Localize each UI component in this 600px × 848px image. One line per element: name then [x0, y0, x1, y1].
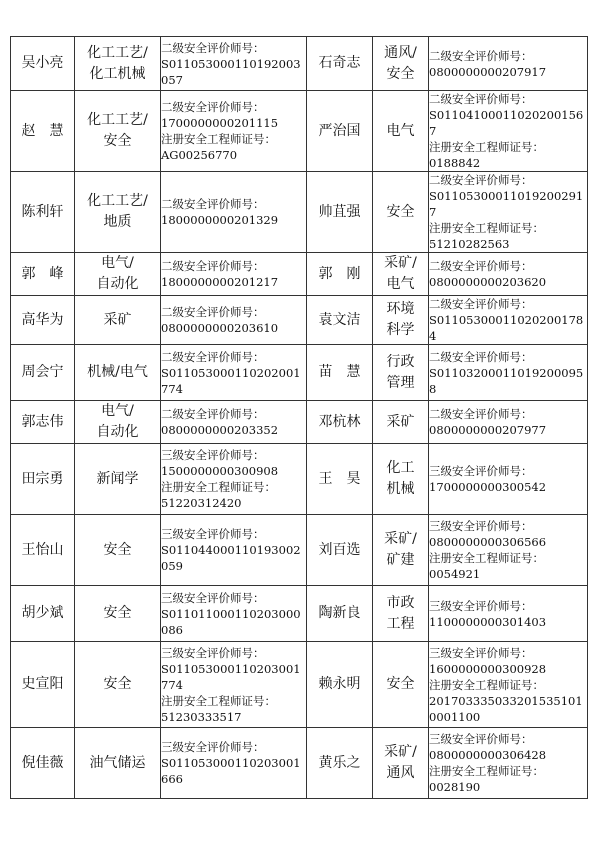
major-text: 通风 — [386, 765, 415, 781]
person-name: 周会宁 — [11, 345, 75, 401]
major-text: 通风/ — [384, 44, 417, 61]
certificate-cell — [161, 401, 307, 444]
certificate-line: S011053000110192002917 — [429, 189, 584, 219]
major-text: 安全 — [386, 203, 415, 220]
certificate-line: S011053000110203001774 — [161, 661, 301, 692]
certificate-line: 1800000000201217 — [161, 275, 279, 289]
person-name: 陶新良 — [307, 586, 373, 642]
certificate-line: 0028190 — [429, 780, 481, 794]
major-text: 安全 — [386, 676, 415, 692]
certificate-line: 1700000000300542 — [429, 480, 547, 494]
person-name: 郭 峰 — [11, 253, 75, 296]
certificate-cell — [429, 172, 588, 253]
certificate-line: 注册安全工程师证号： — [429, 551, 544, 565]
major-cell — [373, 345, 429, 401]
certificate-cell — [429, 401, 588, 444]
major-cell — [75, 296, 161, 345]
major-text: 管理 — [386, 374, 415, 391]
certificate-line: 二级安全评价师号： — [161, 197, 265, 211]
certificate-cell — [429, 345, 588, 401]
person-name: 邓杭林 — [307, 401, 373, 444]
certificate-cell — [429, 515, 588, 586]
certificate-line: 1800000000201329 — [161, 213, 279, 227]
person-name: 史宣阳 — [11, 642, 75, 728]
certificate-line: 二级安全评价师号： — [161, 305, 265, 319]
certificate-line: 注册安全工程师证号： — [429, 221, 544, 235]
table-row — [11, 37, 588, 91]
major-cell — [75, 728, 161, 799]
major-cell — [373, 642, 429, 728]
certificate-line: 三级安全评价师号： — [429, 598, 533, 613]
major-cell — [373, 586, 429, 642]
certificate-line: S011044000110193002059 — [161, 543, 301, 573]
table-row — [11, 515, 588, 586]
person-name: 王 昊 — [307, 444, 373, 515]
major-text: 油气储运 — [89, 754, 146, 771]
certificate-line: 0800000000203352 — [161, 423, 279, 437]
certificate-line: 三级安全评价师号： — [161, 527, 265, 541]
major-text: 安全 — [103, 133, 132, 149]
table-row — [11, 444, 588, 515]
certificate-line: 0800000000203620 — [429, 275, 547, 289]
certificate-line: 二级安全评价师号： — [429, 297, 533, 311]
certificate-cell — [429, 444, 588, 515]
certificate-line: 注册安全工程师证号： — [161, 693, 276, 708]
major-cell — [75, 253, 161, 296]
certificate-line: AG00256770 — [161, 148, 238, 162]
major-text: 地质 — [103, 214, 132, 230]
certificate-line: 注册安全工程师证号： — [161, 480, 276, 494]
certificate-cell — [161, 91, 307, 172]
certificate-line: S011053000110202001784 — [429, 313, 584, 343]
certificate-line: S011053000110192003057 — [161, 56, 301, 87]
person-name: 郭 刚 — [307, 253, 373, 296]
major-text: 工程 — [386, 615, 415, 632]
major-cell — [75, 401, 161, 444]
certificate-cell — [429, 642, 588, 728]
major-text: 自动化 — [96, 424, 139, 440]
major-text: 采矿 — [103, 311, 132, 328]
major-text: 机械/电气 — [87, 364, 148, 380]
major-cell — [373, 444, 429, 515]
certificate-line: 0800000000203610 — [161, 321, 279, 335]
certificate-cell — [161, 37, 307, 91]
major-text: 矿建 — [386, 552, 415, 568]
certificate-cell — [429, 37, 588, 91]
certificate-line: 注册安全工程师证号： — [429, 677, 544, 692]
certificate-line: 二级安全评价师号： — [429, 48, 533, 63]
certificate-line: 1100000000301403 — [429, 614, 547, 629]
major-text: 市政 — [386, 594, 415, 611]
person-name: 黄乐之 — [307, 728, 373, 799]
major-text: 采矿 — [386, 413, 415, 430]
person-name: 袁文洁 — [307, 296, 373, 345]
certificate-cell — [161, 586, 307, 642]
person-name: 田宗勇 — [11, 444, 75, 515]
major-text: 安全 — [103, 605, 132, 621]
major-text: 电气/ — [101, 255, 134, 271]
table-row — [11, 296, 588, 345]
major-text: 化工 — [386, 460, 415, 476]
major-cell — [75, 37, 161, 91]
major-text: 化工工艺/ — [87, 112, 148, 128]
person-name: 郭志伟 — [11, 401, 75, 444]
major-cell — [373, 253, 429, 296]
major-cell — [75, 515, 161, 586]
major-text: 新闻学 — [96, 470, 139, 487]
certificate-line: 三级安全评价师号： — [161, 740, 265, 754]
person-name: 严治国 — [307, 91, 373, 172]
major-text: 电气 — [386, 122, 415, 139]
person-name: 石奇志 — [307, 37, 373, 91]
major-text: 安全 — [103, 541, 132, 558]
major-cell — [75, 91, 161, 172]
certificate-line: S011041000110202001567 — [429, 108, 584, 138]
major-cell — [75, 172, 161, 253]
table-row — [11, 172, 588, 253]
major-cell — [373, 172, 429, 253]
certificate-line: 三级安全评价师号： — [161, 645, 265, 660]
certificate-cell — [161, 253, 307, 296]
certificate-cell — [429, 296, 588, 345]
certificate-line: 1500000000300908 — [161, 464, 279, 478]
certificate-cell — [429, 253, 588, 296]
certificate-cell — [161, 172, 307, 253]
person-name: 赖永明 — [307, 642, 373, 728]
certificate-line: 0800000000207977 — [429, 423, 547, 437]
person-name: 吴小亮 — [11, 37, 75, 91]
major-text: 行政 — [386, 353, 415, 370]
major-cell — [75, 586, 161, 642]
major-cell — [373, 401, 429, 444]
certificate-cell — [161, 642, 307, 728]
certificate-line: 二级安全评价师号： — [161, 407, 265, 421]
certificate-line: 二级安全评价师号： — [429, 92, 533, 106]
major-text: 电气/ — [101, 403, 134, 419]
personnel-table-body — [11, 37, 588, 799]
certificate-line: 三级安全评价师号： — [429, 645, 533, 660]
certificate-line: 51230333517 — [161, 709, 242, 724]
person-name: 赵 慧 — [11, 91, 75, 172]
certificate-line: 二级安全评价师号： — [161, 100, 265, 114]
certificate-line: 三级安全评价师号： — [429, 732, 533, 746]
major-cell — [373, 515, 429, 586]
person-name: 陈利轩 — [11, 172, 75, 253]
major-text: 环境 — [386, 301, 415, 317]
person-name: 刘百选 — [307, 515, 373, 586]
major-text: 机械 — [386, 481, 415, 497]
certificate-line: 二级安全评价师号： — [161, 349, 265, 364]
person-name: 帅苴强 — [307, 172, 373, 253]
major-text: 采矿/ — [384, 744, 417, 760]
certificate-line: S011011000110203000086 — [161, 606, 301, 637]
certificate-line: 二级安全评价师号： — [429, 259, 533, 273]
table-row — [11, 91, 588, 172]
major-text: 采矿/ — [384, 531, 417, 547]
certificate-line: 二级安全评价师号： — [429, 407, 533, 421]
certificate-line: 0800000000207917 — [429, 64, 547, 79]
certificate-line: 0800000000306566 — [429, 535, 547, 549]
major-text: 化工工艺/ — [87, 44, 148, 61]
certificate-cell — [161, 345, 307, 401]
certificate-line: 三级安全评价师号： — [429, 519, 533, 533]
certificate-line: 51210282563 — [429, 237, 510, 251]
table-row — [11, 728, 588, 799]
certificate-cell — [161, 728, 307, 799]
certificate-cell — [429, 728, 588, 799]
major-text: 安全 — [386, 65, 415, 82]
certificate-line: 二级安全评价师号： — [429, 173, 533, 187]
certificate-line: 1700000000201115 — [161, 116, 279, 130]
certificate-line: 三级安全评价师号： — [429, 464, 533, 478]
certificate-line: 0800000000306428 — [429, 748, 547, 762]
major-text: 化工机械 — [89, 65, 146, 82]
table-row — [11, 345, 588, 401]
person-name: 苗 慧 — [307, 345, 373, 401]
certificate-cell — [161, 444, 307, 515]
certificate-line: 0188842 — [429, 156, 481, 170]
major-cell — [373, 296, 429, 345]
major-text: 科学 — [386, 322, 415, 338]
table-row — [11, 253, 588, 296]
major-text: 自动化 — [96, 276, 139, 292]
certificate-line: 三级安全评价师号： — [161, 448, 265, 462]
person-name: 高华为 — [11, 296, 75, 345]
certificate-line: 二级安全评价师号： — [429, 349, 533, 364]
certificate-line: 二级安全评价师号： — [161, 40, 265, 55]
certificate-line: 三级安全评价师号： — [161, 590, 265, 605]
table-row — [11, 401, 588, 444]
major-cell — [373, 91, 429, 172]
major-cell — [373, 37, 429, 91]
certificate-line: 注册安全工程师证号： — [161, 132, 276, 146]
major-cell — [75, 444, 161, 515]
certificate-line: 注册安全工程师证号： — [429, 140, 544, 154]
certificate-line: 注册安全工程师证号： — [429, 764, 544, 778]
certificate-line: S011053000110202001774 — [161, 365, 301, 396]
certificate-line: S011032000110192000958 — [429, 365, 584, 396]
person-name: 胡少斌 — [11, 586, 75, 642]
table-row — [11, 586, 588, 642]
major-cell — [373, 728, 429, 799]
major-text: 安全 — [103, 676, 132, 692]
certificate-cell — [161, 296, 307, 345]
major-text: 电气 — [386, 276, 415, 292]
certificate-line: 2017033350332015351010001100 — [429, 693, 583, 724]
certificate-line: S011053000110203001666 — [161, 756, 301, 786]
table-row — [11, 642, 588, 728]
certificate-line: 1600000000300928 — [429, 661, 547, 676]
major-cell — [75, 345, 161, 401]
certificate-line: 二级安全评价师号： — [161, 259, 265, 273]
person-name: 王怡山 — [11, 515, 75, 586]
major-text: 采矿/ — [384, 255, 417, 271]
certificate-cell — [429, 586, 588, 642]
personnel-table — [10, 36, 588, 799]
certificate-cell — [429, 91, 588, 172]
major-text: 化工工艺/ — [87, 193, 148, 209]
certificate-cell — [161, 515, 307, 586]
major-cell — [75, 642, 161, 728]
certificate-line: 0054921 — [429, 567, 481, 581]
certificate-line: 51220312420 — [161, 496, 242, 510]
person-name: 倪佳薇 — [11, 728, 75, 799]
